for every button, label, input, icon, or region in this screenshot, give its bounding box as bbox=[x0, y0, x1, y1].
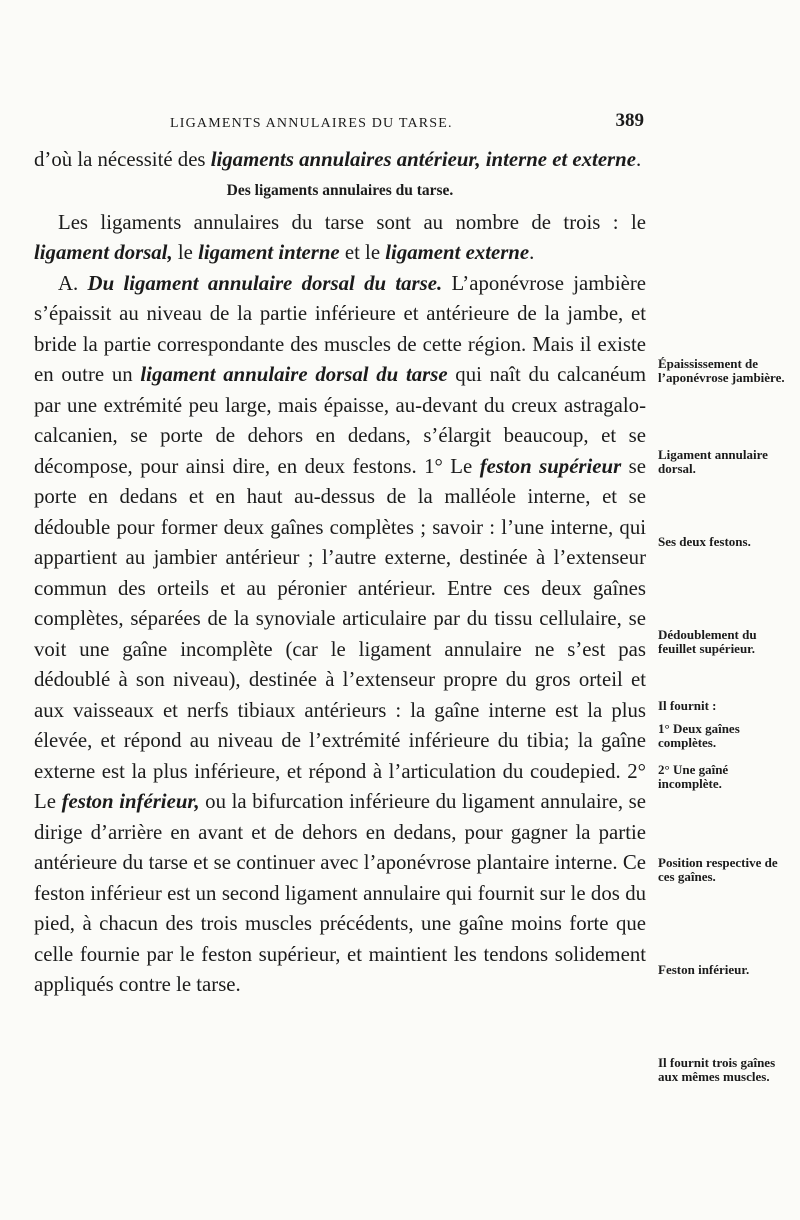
paragraph-ligament-dorsal bbox=[34, 269, 646, 1001]
text-run: ou la bifurcation inférieure du ligament annulaire, se dirige d’arrière en avant et de dehors en dedans, pour gagner la partie antérieure du tarse et se continuer avec l’aponévrose plantaire interne. Ce feston inférieur est un second ligament annulaire qui fournit sur le dos du pied, à chacun des trois muscles précédents, une gaîne moins forte que celle fournie par le feston supérieur, et maintient les tendons solidement appliqués contre le tarse. bbox=[34, 790, 646, 996]
running-title: LIGAMENTS ANNULAIRES DU TARSE. bbox=[170, 116, 453, 131]
paragraph-intro bbox=[34, 208, 646, 269]
text-run: A. bbox=[58, 271, 88, 295]
text-run: se porte en dedans et en haut au-dessus de la malléole interne, et se dédouble pour former deux gaînes complètes ; savoir : l’une interne, qui appartient au jambier antérieur ; l’autre externe, destinée à l’extenseur commun des orteils et au péronier antérieur. Entre ces deux gaînes complètes, séparées de la synoviale articulaire par du tissu cellulaire, se voit une gaîne incomplète (car le ligament annulaire ne s’est pas dédoublé à son niveau), destinée à l’extenseur propre du gros orteil et aux vaisseaux et nerfs tibiaux antérieurs : la gaîne interne est la plus élevée, et répond au niveau de l’extrémité inférieure du tibia; la gaîne externe est la plus inférieure, et répond à l’articulation du coudepied. 2° Le bbox=[34, 454, 646, 813]
italic-term: ligament interne bbox=[198, 241, 340, 264]
margin-note: Feston inférieur. bbox=[658, 962, 750, 977]
italic-term: ligament dorsal, bbox=[34, 241, 173, 264]
margin-note: Dédoublement du feuillet supérieur. bbox=[658, 627, 757, 656]
italic-term: feston inférieur, bbox=[61, 790, 200, 813]
margin-note: 2° Une gaîné incomplète. bbox=[658, 762, 729, 791]
page-header bbox=[40, 110, 644, 140]
text-run: L’aponévrose jambière s’épaissit au niveau de la partie inférieure et antérieure de la jambe, et bride la partie correspondante des muscles de cette région. Mais il existe en outre un bbox=[34, 271, 646, 386]
paragraph-continuation bbox=[34, 145, 646, 176]
text-run: et le bbox=[339, 241, 386, 264]
margin-note: Il fournit trois gaînes aux mêmes muscles. bbox=[658, 1055, 776, 1084]
text-run: . bbox=[635, 148, 642, 171]
margin-note: Il fournit : bbox=[658, 698, 717, 713]
page-number: 389 bbox=[615, 110, 644, 131]
margin-note: Ligament annulaire dorsal. bbox=[658, 447, 768, 476]
margin-note: Position respective de ces gaînes. bbox=[658, 855, 778, 884]
text-run: qui naît du calcanéum par une extrémité peu large, mais épaisse, au-devant du creux astragalo-calcanien, se porte de dehors en dedans, s’élargit beaucoup, et se décompose, pour ainsi dire, en deux festons. 1° Le bbox=[34, 363, 646, 478]
italic-term: ligament annulaire dorsal du tarse bbox=[140, 363, 448, 386]
margin-note: 1° Deux gaînes complètes. bbox=[658, 721, 740, 750]
italic-term: ligaments annulaires antérieur, interne et externe bbox=[210, 148, 636, 171]
text-run: le bbox=[172, 241, 199, 264]
text-run: . bbox=[529, 241, 535, 264]
main-text bbox=[34, 145, 646, 1001]
italic-term: feston supérieur bbox=[479, 454, 622, 478]
section-title: Des ligaments annulaires du tarse. bbox=[226, 181, 454, 199]
margin-note: Épaississement de l’aponévrose jambière. bbox=[658, 356, 785, 385]
italic-term: Du ligament annulaire dorsal du tarse. bbox=[87, 271, 443, 295]
margin-note: Ses deux festons. bbox=[658, 534, 751, 549]
text-run: d’où la nécessité des bbox=[34, 148, 211, 171]
text-run: Les ligaments annulaires du tarse sont au nombre de trois : le bbox=[58, 210, 646, 234]
italic-term: ligament externe bbox=[385, 241, 530, 264]
